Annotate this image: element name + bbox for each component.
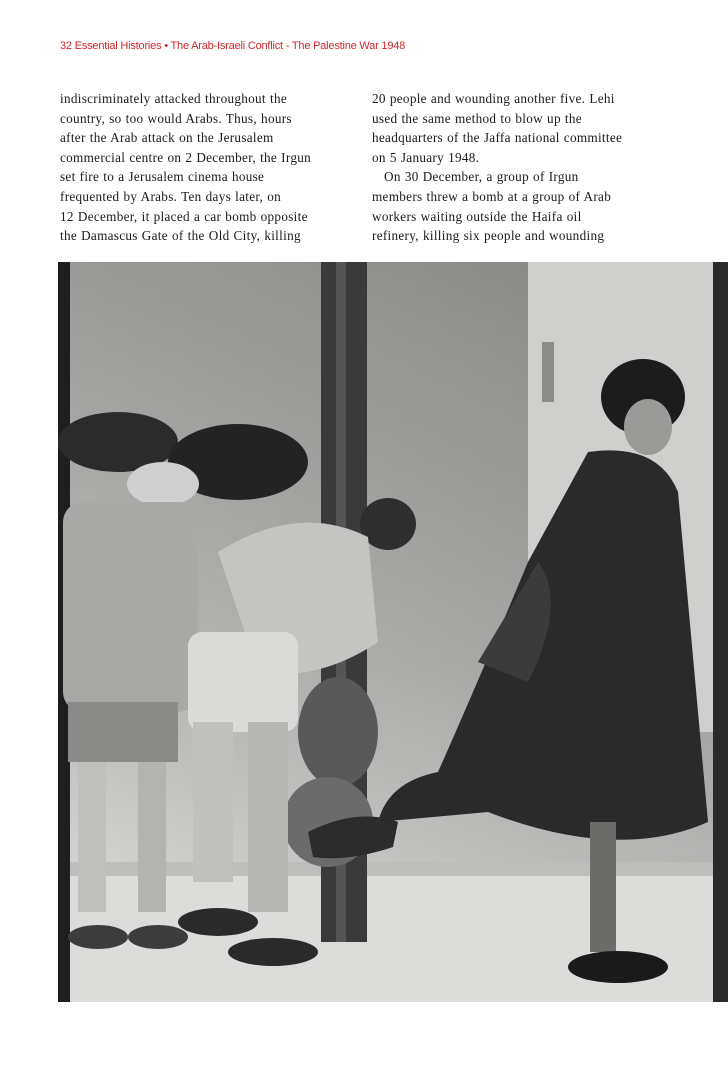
text-line: headquarters of the Jaffa national committee	[372, 130, 623, 146]
text-line: set fire to a Jerusalem cinema house	[60, 169, 265, 185]
historical-photograph	[58, 262, 728, 1002]
text-line: commercial centre on 2 December, the Irgun	[60, 149, 311, 165]
text-column-right	[372, 89, 672, 246]
text-line: indiscriminately attacked throughout the	[60, 91, 288, 106]
text-line: refinery, killing six people and wounding	[372, 228, 605, 244]
photo-illustration	[58, 262, 728, 1002]
text-line: members threw a bomb at a group of Arab	[372, 188, 612, 204]
running-head: 32 Essential Histories • The Arab-Israeli Conflict - The Palestine War 1948	[60, 40, 406, 52]
text-line: after the Arab attack on the Jerusalem	[60, 130, 274, 146]
text-line: workers waiting outside the Haifa oil	[372, 208, 582, 224]
text-line: frequented by Arabs. Ten days later, on	[60, 188, 282, 204]
text-column-left	[60, 89, 350, 246]
text-line: used the same method to blow up the	[372, 110, 582, 126]
text-line: the Damascus Gate of the Old City, killing	[60, 228, 301, 244]
text-line: 20 people and wounding another five. Lehi	[372, 91, 615, 106]
text-line: country, so too would Arabs. Thus, hours	[60, 110, 292, 126]
text-line: On 30 December, a group of Irgun	[384, 169, 579, 185]
text-line: 12 December, it placed a car bomb opposite	[60, 208, 308, 224]
text-line: on 5 January 1948.	[372, 149, 480, 165]
